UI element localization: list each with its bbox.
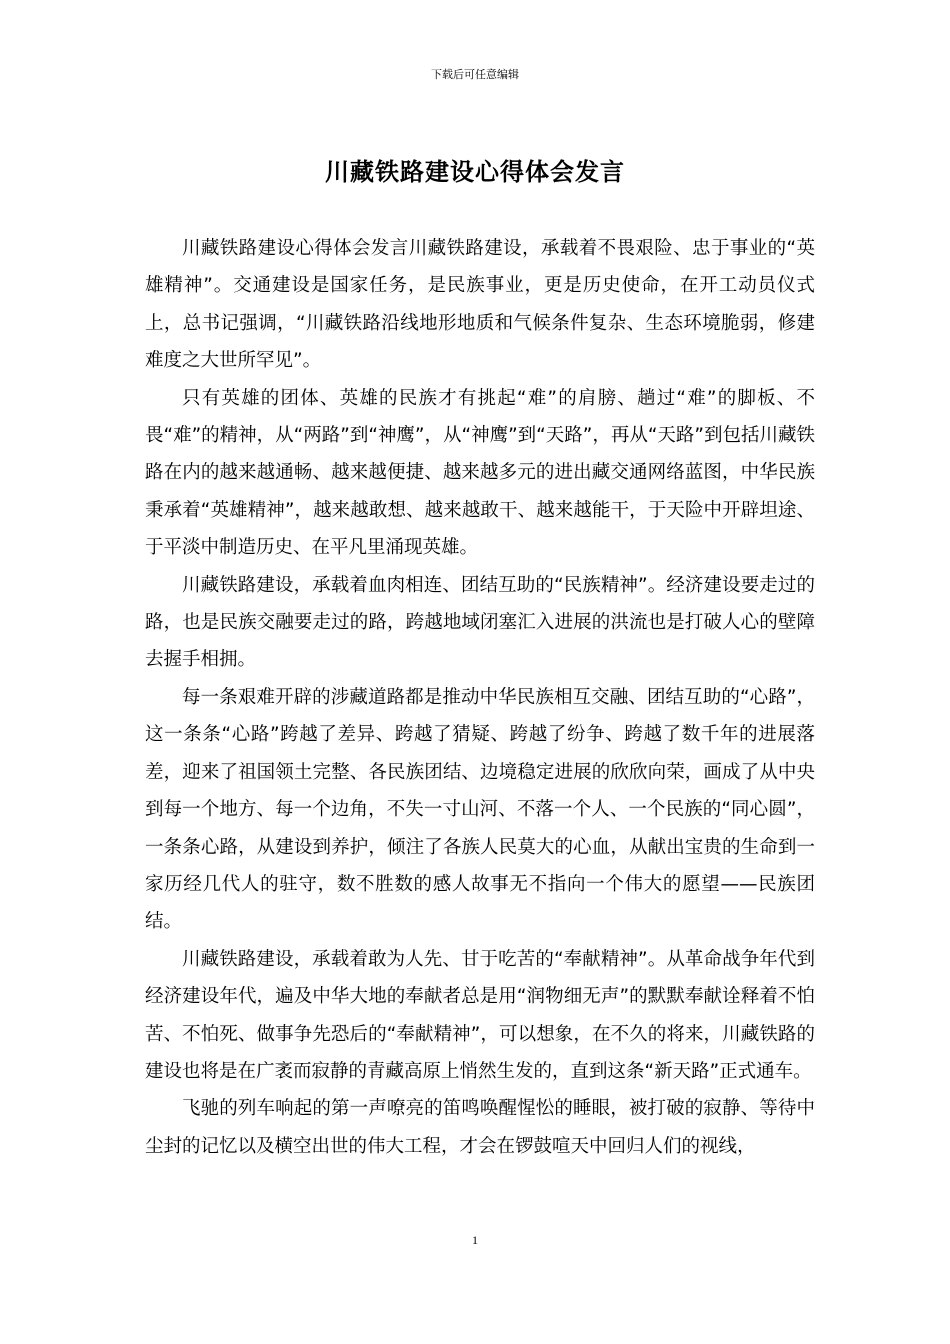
paragraph-1: 川藏铁路建设心得体会发言川藏铁路建设，承载着不畏艰险、忠于事业的“英雄精神”。交通建设是国家任务，是民族事业，更是历史使命，在开工动员仪式上，总书记强调，“川藏铁路沿线地形地质和气候条件复杂、生态环境脆弱，修建难度之大世所罕见”。 (145, 238, 815, 372)
paragraph-3: 川藏铁路建设，承载着血肉相连、团结互助的“民族精神”。经济建设要走过的路，也是民族交融要走过的路，跨越地域闭塞汇入进展的洪流也是打破人心的壁障去握手相拥。 (145, 574, 815, 671)
page-number: 1 (472, 1233, 478, 1247)
document-title: 川藏铁路建设心得体会发言 (325, 158, 625, 186)
paragraph-6: 飞驰的列车响起的第一声嘹亮的笛鸣唤醒惺忪的睡眼，被打破的寂静、等待中尘封的记忆以及横空出世的伟大工程，才会在锣鼓喧天中回归人们的视线， (145, 1098, 815, 1157)
header-note: 下载后可任意编辑 (431, 68, 519, 81)
document-body (145, 230, 815, 1165)
paragraph-5: 川藏铁路建设，承载着敢为人先、甘于吃苦的“奉献精神”。从革命战争年代到经济建设年代，遍及中华大地的奉献者总是用“润物细无声”的默默奉献诠释着不怕苦、不怕死、做事争先恐后的“奉献精神”，可以想象，在不久的将来，川藏铁路的建设也将是在广袤而寂静的青藏高原上悄然生发的，直到这条“新天路”正式通车。 (145, 948, 815, 1082)
paragraph-4: 每一条艰难开辟的涉藏道路都是推动中华民族相互交融、团结互助的“心路”，这一条条“心路”跨越了差异、跨越了猜疑、跨越了纷争、跨越了数千年的进展落差，迎来了祖国领土完整、各民族团结、边境稳定进展的欣欣向荣，画成了从中央到每一个地方、每一个边角，不失一寸山河、不落一个人、一个民族的“同心圆”，一条条心路，从建设到养护，倾注了各族人民莫大的心血，从献出宝贵的生命到一家历经几代人的驻守，数不胜数的感人故事无不指向一个伟大的愿望——民族团结。 (145, 686, 815, 933)
paragraph-2: 只有英雄的团体、英雄的民族才有挑起“难”的肩膀、趟过“难”的脚板、不畏“难”的精神，从“两路”到“神鹰”，从“神鹰”到“天路”，再从“天路”到包括川藏铁路在内的越来越通畅、越来越便捷、越来越多元的进出藏交通网络蓝图，中华民族秉承着“英雄精神”，越来越敢想、越来越敢干、越来越能干，于天险中开辟坦途、于平淡中制造历史、在平凡里涌现英雄。 (145, 387, 816, 559)
